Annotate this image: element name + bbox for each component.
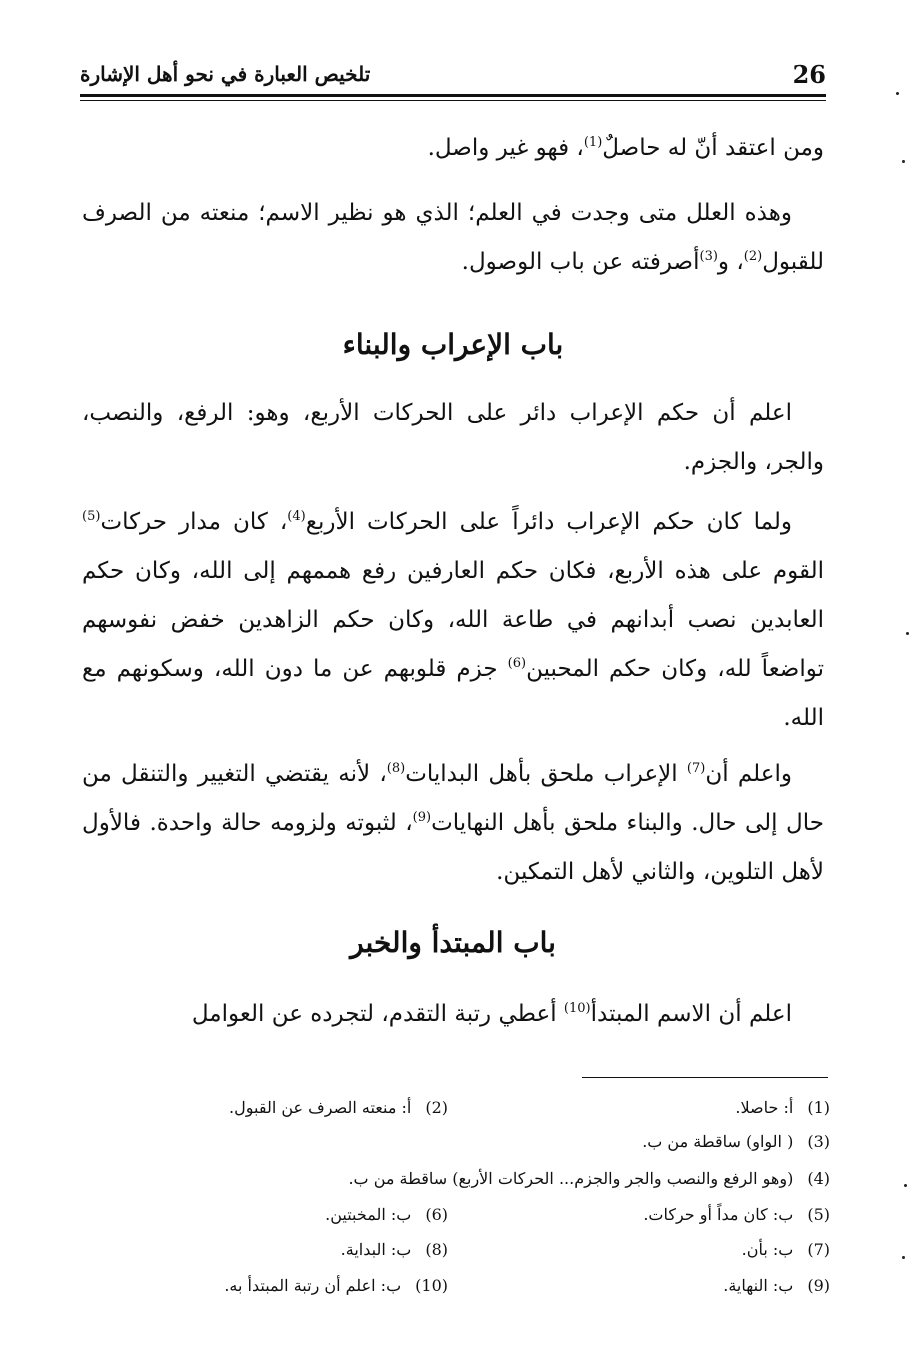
footnote-ref[interactable]: (4) (287, 509, 306, 524)
footnote-number: (1) (807, 1098, 830, 1117)
text-run: الإعراب ملحق بأهل البدايات (405, 761, 687, 787)
footnote-text: ب: البداية. (340, 1240, 412, 1259)
footnote-8 (341, 1240, 448, 1259)
scan-speck (902, 1256, 905, 1259)
footnote-1 (735, 1098, 830, 1117)
text-run: أصرفته عن باب الوصول. (461, 249, 700, 275)
footnote-10 (224, 1276, 448, 1295)
scan-speck (902, 160, 905, 163)
section-heading-2: باب المبتدأ والخبر (350, 926, 556, 959)
scan-speck (906, 632, 909, 635)
footnote-5 (643, 1205, 830, 1224)
header-rule-thin (80, 100, 826, 101)
footnote-number: (4) (807, 1169, 830, 1188)
footnote-rule (582, 1077, 828, 1078)
paragraph-6 (82, 990, 824, 1039)
footnote-text: ب: النهاية. (723, 1276, 794, 1295)
running-title: تلخيص العبارة في نحو أهل الإشارة (80, 62, 371, 86)
paragraph-3 (82, 389, 824, 487)
footnote-ref[interactable]: (8) (386, 761, 406, 776)
footnote-ref[interactable]: (10) (563, 1001, 591, 1016)
paragraph-4 (82, 498, 824, 743)
scan-speck (896, 92, 899, 95)
footnote-4 (348, 1169, 830, 1188)
footnote-ref[interactable]: (6) (507, 656, 527, 671)
paragraph-5 (82, 750, 824, 897)
text-run: ، لأنه يقتضي التغيير والتنقل من حال إلى حال. والبناء ملحق بأهل النهايات (82, 761, 824, 836)
footnote-9 (723, 1276, 830, 1295)
text-run: ، كان مدار حركات (100, 509, 288, 535)
text-run: القوم على هذه الأربع، فكان حكم العارفين رفع هممهم إلى الله، وكان حكم العابدين نصب أبدانهم في طاعة الله، وكان حكم الزاهدين خفض نفوسهم تواضعاً لله، وكان حكم المحبين (82, 558, 824, 682)
footnote-text: ب: بأن. (741, 1240, 794, 1259)
footnote-ref[interactable]: (5) (82, 509, 101, 524)
section-heading-1: باب الإعراب والبناء (342, 328, 564, 361)
footnote-text: ( الواو) ساقطة من ب. (642, 1132, 794, 1151)
footnote-number: (6) (425, 1205, 448, 1224)
footnote-7 (742, 1240, 830, 1259)
footnote-2 (229, 1098, 448, 1117)
footnote-text: (وهو الرفع والنصب والجر والجزم... الحركات الأربع) ساقطة من ب. (348, 1169, 794, 1188)
footnote-number: (3) (807, 1132, 830, 1151)
page-header (80, 54, 826, 94)
footnote-ref[interactable]: (3) (699, 249, 718, 264)
text-run: ولما كان حكم الإعراب دائراً على الحركات الأربع (305, 509, 792, 535)
footnote-text: أ: منعته الصرف عن القبول. (229, 1098, 412, 1117)
text-run: جزم قلوبهم عن ما دون الله، وسكونهم مع الله. (82, 656, 824, 731)
footnote-number: (7) (807, 1240, 830, 1259)
text-run: اعلم أن حكم الإعراب دائر على الحركات الأربع، وهو: الرفع، والنصب، والجر، والجزم. (82, 400, 824, 475)
footnote-ref[interactable]: (9) (412, 810, 432, 825)
text-run: أعطي رتبة التقدم، لتجرده عن العوامل (191, 1001, 564, 1027)
text-run: واعلم أن (705, 761, 792, 787)
footnote-text: ب: اعلم أن رتبة المبتدأ به. (224, 1276, 402, 1295)
footnote-number: (5) (807, 1205, 830, 1224)
text-run: ، لثبوته ولزومه حالة واحدة. فالأول لأهل التلوين، والثاني لأهل التمكين. (82, 810, 824, 885)
footnote-ref[interactable]: (1) (583, 135, 603, 150)
scan-speck (904, 1184, 907, 1187)
footnote-text: ب: المخبتين. (325, 1205, 412, 1224)
paragraph-2 (82, 189, 824, 287)
footnote-number: (2) (425, 1098, 448, 1117)
footnote-text: أ: حاصلا. (735, 1098, 794, 1117)
footnote-6 (325, 1205, 448, 1224)
footnote-number: (10) (415, 1276, 448, 1295)
text-run: ومن اعتقد أنّ له حاصلٌ (602, 135, 824, 161)
footnote-text: ب: كان مداً أو حركات. (643, 1205, 794, 1224)
footnote-ref[interactable]: (2) (743, 249, 763, 264)
footnote-number: (9) (807, 1276, 830, 1295)
header-rule-thick (80, 94, 826, 97)
text-run: ، فهو غير واصل. (427, 135, 584, 161)
footnote-3 (642, 1132, 830, 1151)
page-number: 26 (792, 60, 826, 89)
text-run: اعلم أن الاسم المبتدأ (590, 1001, 792, 1027)
text-run: وهذه العلل متى وجدت في العلم؛ الذي هو نظير الاسم؛ منعته من الصرف للقبول (82, 200, 824, 275)
paragraph-1 (82, 124, 824, 173)
text-run: ، و (717, 249, 744, 275)
footnote-number: (8) (425, 1240, 448, 1259)
footnote-ref[interactable]: (7) (686, 761, 706, 776)
